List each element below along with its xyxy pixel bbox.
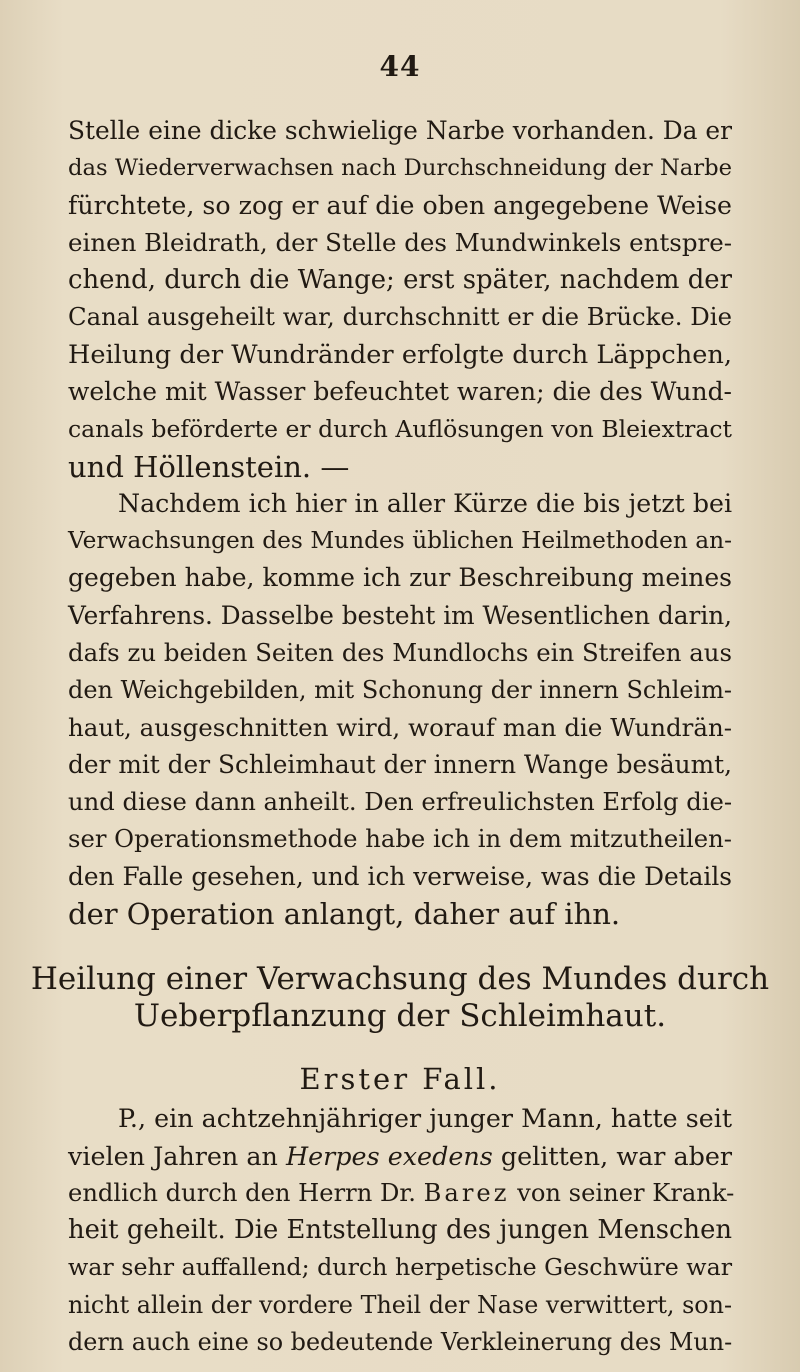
case-line-3-end: von seiner Krank-	[509, 1178, 735, 1207]
case-line-2-start: vielen Jahren an	[68, 1140, 286, 1171]
case-line-3-start: endlich durch den Herrn Dr.	[68, 1178, 424, 1207]
case-paragraph-line-5: war sehr auffallend; durch herpetische Geschwüre war	[68, 1253, 733, 1282]
paragraph-1-line-1: Stelle eine dicke schwielige Narbe vorhanden. Da er	[68, 116, 732, 145]
paragraph-1-line-9: canals beförderte er durch Auflösungen von Bleiextract	[68, 415, 732, 444]
section-heading-line-1: Heilung einer Verwachsung des Mundes durch	[30, 960, 770, 997]
case-paragraph-line-6: nicht allein der vordere Theil der Nase verwittert, son-	[68, 1290, 732, 1319]
case-paragraph-line-7: dern auch eine so bedeutende Verkleinerung des Mun-	[68, 1328, 733, 1356]
paragraph-2-line-6: den Weichgebilden, mit Schonung der innern Schleim-	[68, 676, 732, 705]
section-heading-line-2: Ueberpflanzung der Schleimhaut.	[133, 997, 667, 1034]
paragraph-1-line-3: fürchtete, so zog er auf die oben angegebene Weise	[68, 190, 732, 220]
paragraph-2-line-8: der mit der Schleimhaut der innern Wange besäumt,	[68, 749, 732, 779]
paragraph-1-line-8: welche mit Wasser befeuchtet waren; die des Wund-	[68, 377, 732, 406]
paragraph-2-line-1: Nachdem ich hier in aller Kürze die bis jetzt bei	[118, 488, 733, 518]
paragraph-2-line-2: Verwachsungen des Mundes üblichen Heilmethoden an-	[68, 527, 732, 555]
paragraph-1-line-4: einen Bleidrath, der Stelle des Mundwinkels entspre-	[68, 227, 732, 257]
paragraph-1-line-7: Heilung der Wundränder erfolgte durch Läppchen,	[68, 339, 732, 370]
page-number: 44	[379, 50, 421, 83]
paragraph-1-line-10: und Höllenstein. —	[68, 449, 350, 484]
paragraph-2-line-4: Verfahrens. Dasselbe besteht im Wesentlichen darin,	[68, 600, 733, 630]
paragraph-2-line-5: dafs zu beiden Seiten des Mundlochs ein Streifen aus	[68, 638, 732, 668]
paragraph-2-line-3: gegeben habe, komme ich zur Beschreibung meines	[68, 563, 732, 593]
case-paragraph-line-4: heit geheilt. Die Entstellung des jungen Menschen	[68, 1215, 732, 1246]
case-paragraph-line-3	[68, 1173, 735, 1213]
case-paragraph-line-1: P., ein achtzehnjähriger junger Mann, hatte seit	[118, 1103, 732, 1134]
herpes-term: Herpes exedens	[285, 1140, 493, 1171]
paragraph-2-line-9: und diese dann anheilt. Den erfreulichsten Erfolg die-	[68, 787, 733, 817]
paragraph-1-line-5: chend, durch die Wange; erst später, nachdem der	[68, 265, 732, 296]
paragraph-2-line-12: der Operation anlangt, daher auf ihn.	[68, 897, 621, 932]
case-line-2-end: gelitten, war aber	[492, 1140, 732, 1171]
case-paragraph-line-2	[68, 1136, 732, 1176]
paragraph-1-line-2: das Wiederverwachsen nach Durchschneidung der Narbe	[68, 155, 732, 182]
case-subheading: Erster Fall.	[299, 1062, 501, 1097]
doctor-name: Barez	[423, 1178, 510, 1207]
paragraph-2-line-10: ser Operationsmethode habe ich in dem mitzutheilen-	[68, 824, 732, 854]
paragraph-2-line-7: haut, ausgeschnitten wird, worauf man die Wundrän-	[68, 712, 732, 742]
paragraph-2-line-11: den Falle gesehen, und ich verweise, was die Details	[68, 861, 732, 891]
paragraph-1-line-6: Canal ausgeheilt war, durchschnitt er die Brücke. Die	[68, 302, 732, 332]
